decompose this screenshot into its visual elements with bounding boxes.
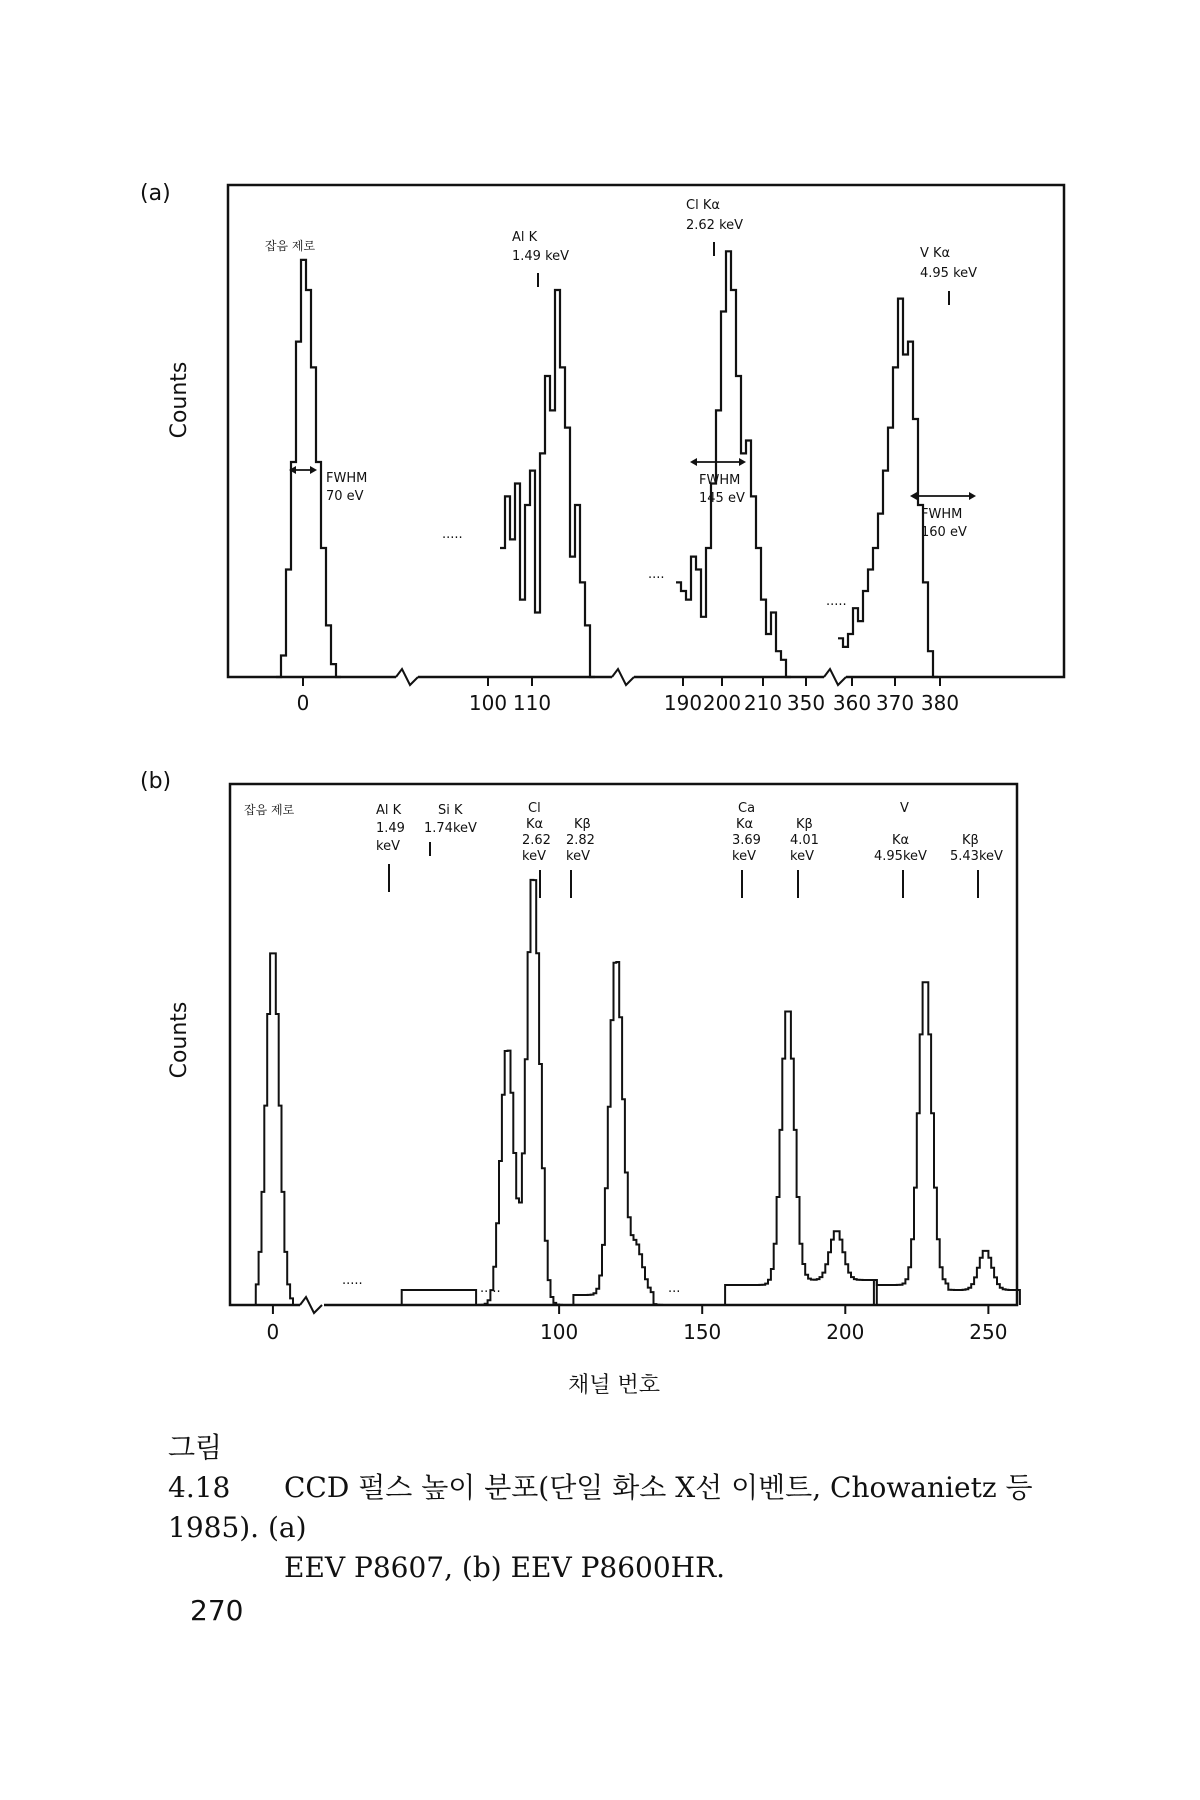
caption-line-2: EEV P8607, (b) EEV P8600HR. xyxy=(284,1551,726,1584)
annotation-b-si-k-energy: 1.74keV xyxy=(424,821,477,836)
annotation-v-k-alpha-energy: 4.95 keV xyxy=(920,266,978,281)
fwhm-arrow-1 xyxy=(289,466,317,474)
annotation-b-v-k-alpha-energy: 4.95keV xyxy=(874,849,927,864)
annotation-v-k-alpha: V Kα xyxy=(920,246,951,261)
panel-a-ylabel: Counts xyxy=(167,361,192,439)
fwhm-label-3: FWHM xyxy=(921,507,963,522)
annotation-b-v-k-beta: Kβ xyxy=(962,833,979,848)
x-tick-label-a: 110 xyxy=(512,691,552,715)
histogram-v-k-alpha xyxy=(838,299,938,677)
figure-caption xyxy=(168,1428,1128,1588)
annotation-b-cl-k-beta-energy: 2.82 xyxy=(566,833,595,848)
x-tick-label-a: 360 xyxy=(832,691,872,715)
annotation-noise-zero: 잡음 제로 xyxy=(264,239,316,253)
leader-dots-2: .... xyxy=(648,567,665,582)
panel-b-xlabel: 채널 번호 xyxy=(567,1373,661,1398)
page-number: 270 xyxy=(190,1594,244,1627)
panel-a-label: (a) xyxy=(140,181,171,206)
annotation-al-k: Al K xyxy=(512,230,538,245)
annotation-b-ca-k-beta-unit: keV xyxy=(790,849,814,864)
fwhm-label-2: FWHM xyxy=(699,473,741,488)
x-tick-label-a: 0 xyxy=(296,691,310,715)
fwhm-label-1: FWHM xyxy=(326,471,368,486)
annotation-b-al-k-unit: keV xyxy=(376,839,400,854)
x-tick-label-a: 350 xyxy=(786,691,826,715)
fwhm-value-2: 145 eV xyxy=(699,491,745,506)
annotation-b-cl-k-alpha-energy: 2.62 xyxy=(522,833,551,848)
caption-number: 그림 4.18 xyxy=(168,1431,231,1504)
annotation-b-cl: Cl xyxy=(528,801,541,816)
spectrum-ca-k xyxy=(725,1012,877,1306)
annotation-b-ca-k-beta: Kβ xyxy=(796,817,813,832)
leader-dots-3: ..... xyxy=(826,594,847,609)
spectrum-al-si-k xyxy=(402,880,562,1305)
annotation-b-cl-k-beta-unit: keV xyxy=(566,849,590,864)
panel-b-ylabel: Counts xyxy=(167,1001,192,1079)
x-tick-label-b: 200 xyxy=(826,1320,865,1344)
fwhm-value-3: 160 eV xyxy=(921,525,967,540)
annotation-b-al-k-energy: 1.49 xyxy=(376,821,405,836)
annotation-b-al-k: Al K xyxy=(376,803,402,818)
panel-b-x-ticks xyxy=(267,1305,1008,1344)
x-tick-label-a: 100 xyxy=(468,691,508,715)
annotation-b-ca-k-alpha: Kα xyxy=(736,817,754,832)
leader-dots-b3: ... xyxy=(668,1281,681,1296)
fwhm-arrow-3 xyxy=(910,492,976,500)
x-tick-label-a: 380 xyxy=(920,691,960,715)
fwhm-value-1: 70 eV xyxy=(326,489,364,504)
annotation-b-cl-k-alpha-unit: keV xyxy=(522,849,546,864)
annotation-cl-k-alpha: Cl Kα xyxy=(686,198,720,213)
panel-b-annotations xyxy=(244,801,1003,898)
annotation-b-si-k: Si K xyxy=(438,803,463,818)
panel-b xyxy=(140,769,1020,1398)
leader-dots-b2: ..... xyxy=(480,1281,501,1296)
panel-b-label: (b) xyxy=(140,769,172,794)
leader-dots-b1: ..... xyxy=(342,1273,363,1288)
annotation-b-ca: Ca xyxy=(738,801,756,816)
annotation-b-ca-k-beta-energy: 4.01 xyxy=(790,833,819,848)
annotation-b-v-k-alpha: Kα xyxy=(892,833,910,848)
histogram-cl-k-alpha xyxy=(676,251,791,677)
annotation-b-ca-k-alpha-energy: 3.69 xyxy=(732,833,761,848)
annotation-b-ca-k-alpha-unit: keV xyxy=(732,849,756,864)
spectrum-noise-zero xyxy=(256,953,293,1305)
spectrum-v-k xyxy=(874,982,1020,1305)
x-tick-label-a: 200 xyxy=(702,691,742,715)
leader-dots-1: ..... xyxy=(442,527,463,542)
x-tick-label-b: 100 xyxy=(540,1320,579,1344)
histogram-al-k xyxy=(500,290,595,677)
annotation-cl-k-alpha-energy: 2.62 keV xyxy=(686,218,744,233)
x-tick-label-a: 370 xyxy=(875,691,915,715)
annotation-b-v: V xyxy=(900,801,909,816)
x-tick-label-b: 150 xyxy=(683,1320,722,1344)
caption-line-1: CCD 펄스 높이 분포(단일 화소 X선 이벤트, Chowanietz 등 1985). (a) xyxy=(168,1471,1033,1544)
histogram-noise-zero xyxy=(276,260,341,677)
x-tick-label-b: 250 xyxy=(969,1320,1008,1344)
annotation-b-cl-k-alpha: Kα xyxy=(526,817,544,832)
x-tick-label-a: 210 xyxy=(743,691,783,715)
spectrum-cl-k xyxy=(573,962,662,1305)
annotation-b-cl-k-beta: Kβ xyxy=(574,817,591,832)
fwhm-arrow-2 xyxy=(690,458,746,466)
x-tick-label-a: 190 xyxy=(663,691,703,715)
x-tick-label-b: 0 xyxy=(266,1320,280,1344)
annotation-al-k-energy: 1.49 keV xyxy=(512,249,570,264)
panel-a xyxy=(140,181,1064,715)
panel-a-annotations xyxy=(265,198,977,540)
annotation-b-v-k-beta-energy: 5.43keV xyxy=(950,849,1003,864)
annotation-b-noise-zero: 잡음 제로 xyxy=(244,803,295,817)
